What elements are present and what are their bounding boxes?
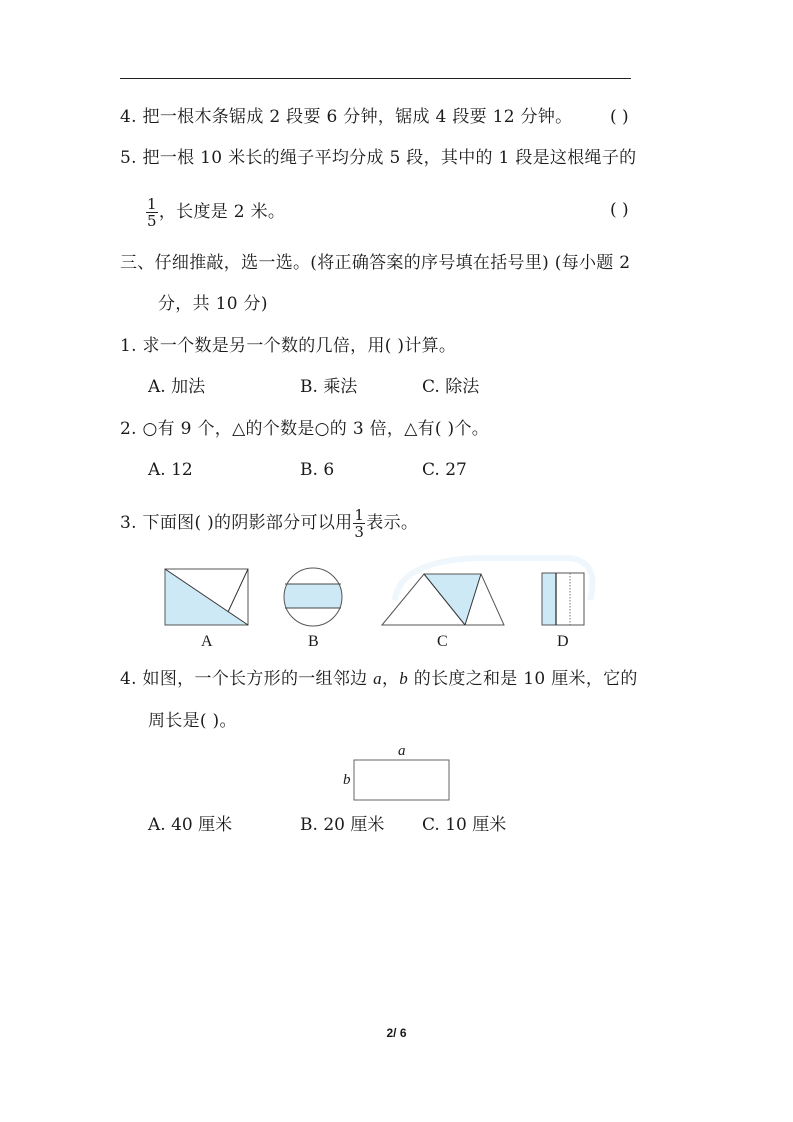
question-4: 4. 如图，一个长方形的一组邻边 a，b 的长度之和是 10 厘米，它的 [120,669,638,689]
question-number: 2. [120,419,137,439]
figure-a[interactable] [165,569,248,625]
diagram-label-a: a [398,743,406,759]
option-c[interactable]: C. 27 [422,460,467,480]
figure-d[interactable] [542,573,584,625]
answer-blank[interactable]: ( ) [610,107,629,127]
option-a[interactable]: A. 12 [148,460,193,480]
question-text: 下面图( )的阴影部分可以用 [142,513,353,533]
item-number: 5. [120,148,137,168]
figure-label-d: D [557,633,569,650]
item-text: 把一根 10 米长的绳子平均分成 5 段，其中的 1 段是这根绳子的 [142,148,637,168]
item-number: 4. [120,107,137,127]
section-heading-cont: 分，共 10 分) [158,294,268,314]
option-b[interactable]: B. 乘法 [300,377,358,397]
figure-label-b: B [308,633,319,650]
watermark-logo [395,558,593,600]
question-number: 3. [120,513,137,533]
section-heading: 三、仔细推敲，选一选。(将正确答案的序号填在括号里) (每小题 2 [120,253,631,273]
rectangle-diagram [354,760,449,800]
var-a: a [373,669,382,688]
question-4-cont: 周长是( )。 [148,711,237,731]
option-a[interactable]: A. 加法 [148,377,206,397]
option-c[interactable]: C. 10 厘米 [422,815,507,835]
fraction-one-fifth: $\frac{1}{5}$ [147,195,157,230]
option-c[interactable]: C. 除法 [422,377,480,397]
var-b: b [399,669,409,688]
page-number: 2/ 6 [386,1026,407,1040]
answer-blank[interactable]: ( ) [610,200,629,220]
question-3: 3. 下面图( )的阴影部分可以用 $\frac{1}{3}$ 表示。 [120,506,419,541]
option-b[interactable]: B. 6 [300,460,335,480]
question-number: 4. [120,669,137,689]
figure-label-a: A [201,633,213,650]
option-a[interactable]: A. 40 厘米 [148,815,233,835]
figure-label-c: C [437,633,448,650]
question-text: ○有 9 个，△的个数是○的 3 倍，△有( )个。 [142,419,490,439]
figure-b[interactable] [284,568,342,626]
item-text: ，长度是 2 米。 [158,202,286,222]
option-b[interactable]: B. 20 厘米 [300,815,385,835]
question-number: 1. [120,336,137,356]
item-text: 把一根木条锯成 2 段要 6 分钟，锯成 4 段要 12 分钟。 [142,107,573,127]
fraction-one-third: $\frac{1}{3}$ [354,506,365,541]
diagram-label-b: b [343,772,351,788]
question-text: 求一个数是另一个数的几倍，用( )计算。 [142,336,457,356]
